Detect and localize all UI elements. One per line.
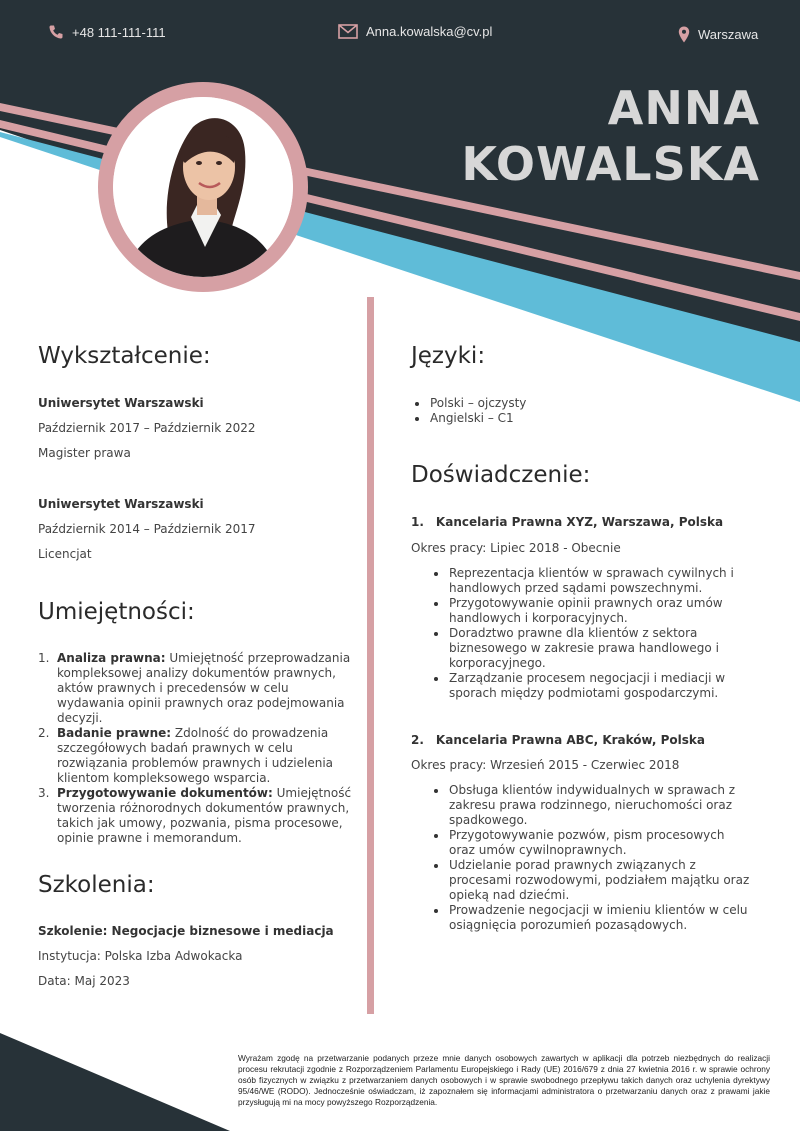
skill-title: Badanie prawne:: [57, 726, 172, 740]
education-degree-1: Magister prawa: [38, 446, 131, 460]
location-text: Warszawa: [698, 27, 759, 42]
list-item: Przygotowywanie opinii prawnych oraz umów handlowych i korporacyjnych.: [430, 596, 750, 626]
list-item: Przygotowywanie pozwów, pism procesowych oraz umów cywilnoprawnych.: [430, 828, 750, 858]
list-item: Prowadzenie negocjacji w imieniu klientów w celu osiągnięcia porozumień pozasądowych.: [430, 903, 750, 933]
education-dates-2: Październik 2014 – Październik 2017: [38, 522, 256, 536]
envelope-icon: [338, 24, 358, 39]
skills-list: [38, 651, 356, 846]
email-address: Anna.kowalska@cv.pl: [366, 24, 493, 39]
gdpr-consent-clause: Wyrażam zgodę na przetwarzanie podanych przeze mnie danych osobowych zawartych w aplikacji dla potrzeb niezbędnych do realizacji procesu rekrutacji zgodnie z Rozporządzeniem Parlamentu Europejskiego i Rady (UE) 2016/679 z dnia 27 kwietnia 2016 r. w sprawie ochrony osób fizycznych w związku z przetwarzaniem danych osobowych i w sprawie swobodnego przepływu takich danych oraz uchylenia dyrektywy 95/46/WE (RODO). Jednocześnie oświadczam, iż zapoznałem się informacjami administratora o przetwarzaniu danych oraz z prawami jakie przysługują mi na mocy powyższego Rozporządzenia.: [238, 1053, 770, 1107]
skill-text: Umiejętność tworzenia różnorodnych dokumentów prawnych, takich jak umowy, pozwania, pisma procesowe, opinie prawne i memorandum.: [57, 786, 352, 845]
candidate-name: [461, 80, 760, 192]
portrait-illustration: [113, 97, 293, 277]
skill-title: Analiza prawna:: [57, 651, 166, 665]
job-1-title: [411, 515, 723, 529]
education-school-2: Uniwersytet Warszawski: [38, 497, 204, 511]
phone-contact[interactable]: [48, 24, 166, 40]
languages-list: [411, 396, 771, 426]
job-2-period: Okres pracy: Wrzesień 2015 - Czerwiec 2018: [411, 758, 680, 772]
location-contact: [678, 26, 758, 43]
skills-heading: Umiejętności:: [38, 599, 195, 625]
job-1-period: Okres pracy: Lipiec 2018 - Obecnie: [411, 541, 621, 555]
list-item: Polski – ojczysty: [411, 396, 771, 411]
job-number: 1.: [411, 515, 424, 529]
list-item: 2. Badanie prawne: Zdolność do prowadzenia szczegółowych badań prawnych w celu rozwiązania problemów prawnych i udzielenia klientom kompleksowego wsparcia.: [38, 726, 334, 785]
experience-heading: Doświadczenie:: [411, 462, 591, 488]
first-name: ANNA: [607, 81, 760, 135]
job-2-title: [411, 733, 705, 747]
list-item: Obsługa klientów indywidualnych w sprawach z zakresu prawa rodzinnego, nieruchomości oraz spadkowego.: [430, 783, 750, 828]
email-contact[interactable]: [338, 24, 492, 39]
job-number: 2.: [411, 733, 424, 747]
skill-text: Umiejętność przeprowadzania kompleksowej analizy dokumentów prawnych, aktów prawnych i precedensów w celu wydawania opinii prawnych oraz podejmowania decyzji.: [57, 651, 351, 725]
profile-photo: [113, 97, 293, 277]
job-1-duties: [430, 566, 750, 701]
education-degree-2: Licencjat: [38, 547, 92, 561]
list-item: Doradztwo prawne dla klientów z sektora biznesowego w zakresie prawa handlowego i korporacyjnego.: [430, 626, 750, 671]
job-company: Kancelaria Prawna XYZ, Warszawa, Polska: [435, 515, 724, 529]
list-item: Udzielanie porad prawnych związanych z procesami rozwodowymi, podziałem majątku oraz opieką nad dziećmi.: [430, 858, 750, 903]
training-heading: Szkolenia:: [38, 872, 155, 898]
education-school-1: Uniwersytet Warszawski: [38, 396, 204, 410]
education-dates-1: Październik 2017 – Październik 2022: [38, 421, 256, 435]
job-company: Kancelaria Prawna ABC, Kraków, Polska: [435, 733, 705, 747]
location-pin-icon: [678, 26, 690, 43]
phone-number: +48 111-111-111: [72, 24, 166, 40]
skill-title: Przygotowywanie dokumentów:: [57, 786, 273, 800]
training-date: Data: Maj 2023: [38, 974, 130, 988]
skill-text: Zdolność do prowadzenia szczegółowych badań prawnych w celu rozwiązania problemów prawnych i udzielenia klientom kompleksowego wsparcia.: [57, 726, 334, 785]
list-item: Zarządzanie procesem negocjacji i mediacji w sporach między podmiotami gospodarczymi.: [430, 671, 750, 701]
column-divider: [367, 297, 374, 1014]
last-name: KOWALSKA: [461, 137, 760, 191]
education-heading: Wykształcenie:: [38, 343, 211, 369]
list-item: Angielski – C1: [411, 411, 771, 426]
list-item: 1. Analiza prawna: Umiejętność przeprowadzania kompleksowej analizy dokumentów prawnych, aktów prawnych i precedensów w celu wydawania opinii prawnych oraz podejmowania decyzji.: [38, 651, 351, 725]
training-institution: Instytucja: Polska Izba Adwokacka: [38, 949, 243, 963]
phone-icon: [48, 24, 64, 40]
list-item: Reprezentacja klientów w sprawach cywilnych i handlowych przed sądami powszechnymi.: [430, 566, 750, 596]
list-item: 3. Przygotowywanie dokumentów: Umiejętność tworzenia różnorodnych dokumentów prawnych, takich jak umowy, pozwania, pisma procesowe, opinie prawne i memorandum.: [38, 786, 352, 845]
languages-heading: Języki:: [411, 343, 486, 369]
training-name: Szkolenie: Negocjacje biznesowe i mediacja: [38, 924, 334, 938]
job-2-duties: [430, 783, 750, 933]
footer-dark-triangle: [0, 1033, 230, 1131]
